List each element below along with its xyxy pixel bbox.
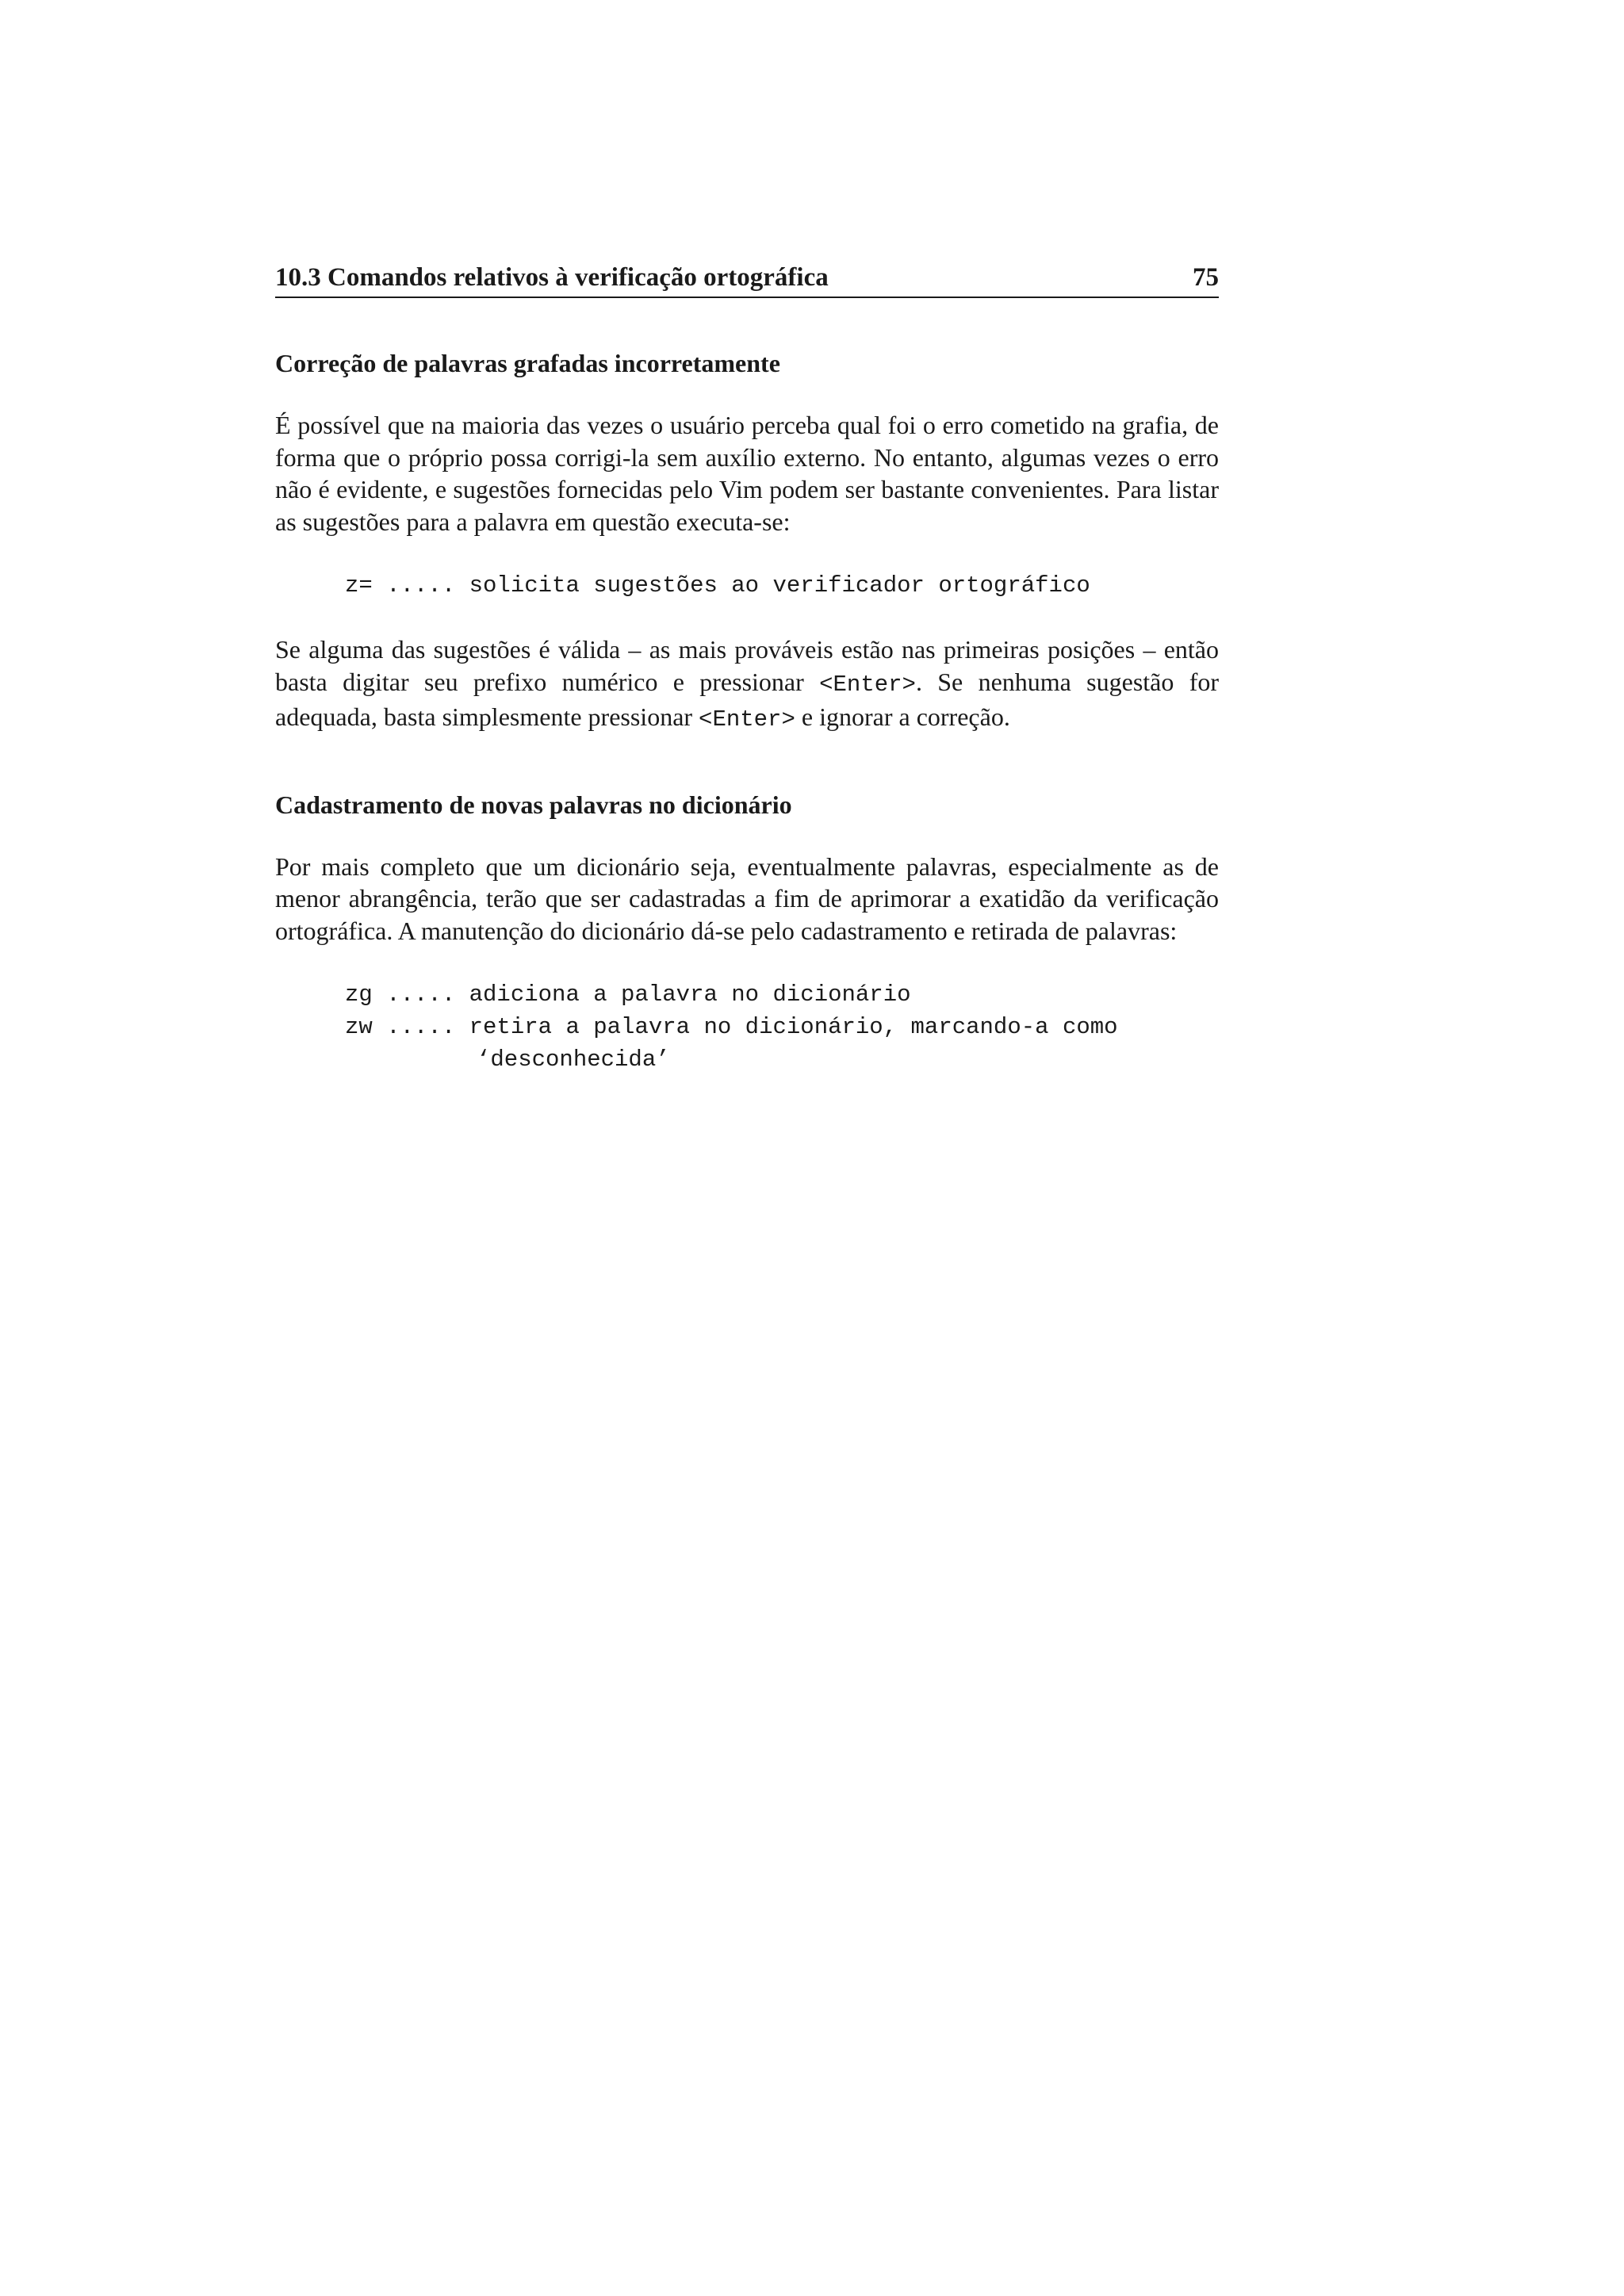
code-line-zg: zg ..... adiciona a palavra no dicionário	[345, 982, 911, 1008]
code-line-zw-continuation: ‘desconhecida’	[477, 1047, 670, 1073]
paragraph-correction-intro: É possível que na maioria das vezes o usuário perceba qual foi o erro cometido na grafia, de forma que o próprio possa corrigi-la sem auxílio externo. No entanto, algumas vezes o erro não é evidente, e sugestões fornecidas pelo Vim podem ser bastante convenientes. Para listar as sugestões para a palavra em questão executa-se:	[275, 411, 1219, 536]
page-number: 75	[1193, 263, 1219, 292]
paragraph-suggestion-usage	[275, 633, 1219, 737]
text-segment: e ignorar a correção.	[795, 702, 1010, 731]
enter-key-label: <Enter>	[819, 671, 916, 698]
running-head	[275, 262, 1219, 298]
text-segment: Se alguma das sugestões é válida – as mais prováveis estão nas primeiras posições – então basta digitar seu prefixo numérico e pressionar	[275, 635, 1219, 696]
code-block-dictionary	[345, 978, 1219, 1076]
paragraph-dictionary-intro: Por mais completo que um dicionário seja, eventualmente palavras, especialmente as de menor abrangência, terão que ser cadastradas a fim de aprimorar a exatidão da verificação ortográfica. A manutenção do dicionário dá-se pelo cadastramento e retirada de palavras:	[275, 851, 1219, 945]
subsection-title-dictionary: Cadastramento de novas palavras no dicionário	[275, 790, 792, 819]
document-page	[275, 262, 1219, 1108]
code-line-zw: zw ..... retira a palavra no dicionário, marcando-a como	[345, 1014, 1118, 1040]
code-line-z-equals: z= ..... solicita sugestões ao verificador ortográfico	[345, 572, 1090, 599]
section-heading: 10.3 Comandos relativos à verificação ortográfica	[275, 263, 829, 292]
subsection-title-correction: Correção de palavras grafadas incorretamente	[275, 349, 780, 377]
enter-key-label: <Enter>	[699, 706, 795, 733]
text-segment: . Se nenhuma sugestão for adequada, basta simplesmente pressionar	[275, 667, 1220, 731]
code-block-suggestions	[345, 569, 1219, 602]
